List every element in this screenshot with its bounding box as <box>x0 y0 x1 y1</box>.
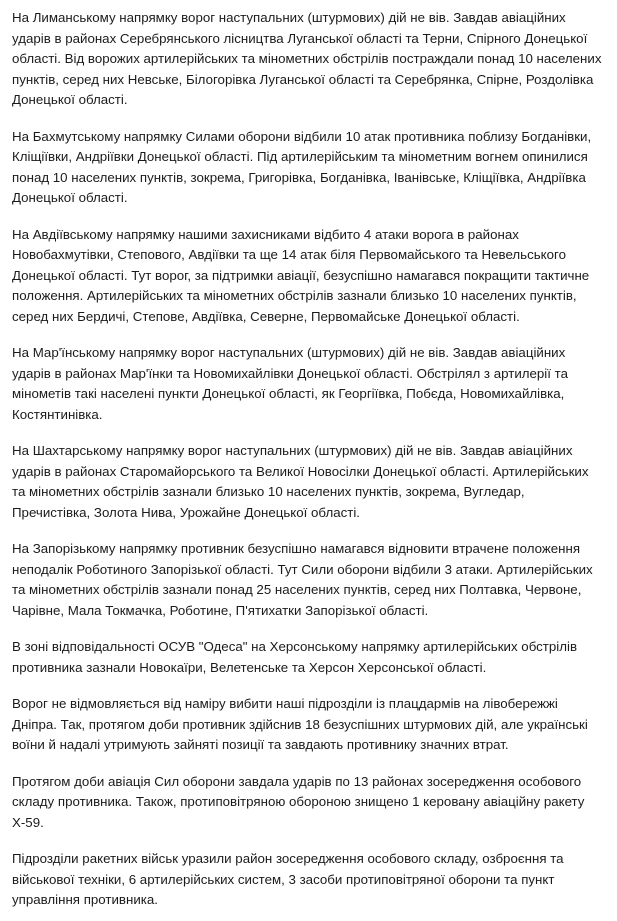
paragraph: Підрозділи ракетних військ уразили район зосередження особового складу, озброєння та військової техніки, 6 артилерійських систем, 3 засоби протиповітряної оборони та пункт управління противника. <box>12 851 564 907</box>
paragraph: На Авдіївському напрямку нашими захисниками відбито 4 атаки ворога в районах Новобахмутівки, Степового, Авдіївки та ще 14 атак біля Первомайського та Невельського Донецької області. Тут ворог, за підтримки авіації, безуспішно намагався покращити тактичне положення. Артилерійських та мінометних обстрілів зазнали близько 10 населених пунктів, серед них Бердичі, Степове, Авдіївка, Северне, Первомайське Донецької області. <box>12 226 590 324</box>
paragraph: На Лиманському напрямку ворог наступальних (штурмових) дій не вів. Завдав авіаційних ударів в районах Серебрянського лісництва Луганської області та Терни, Спірного Донецької області. Від ворожих артилерійських та мінометних обстрілів постраждали понад 10 населених пунктів, серед них Невське, Білогорівка Луганської області та Серебрянка, Спірне, Роздолівка Донецької області. <box>12 10 602 107</box>
paragraph: Протягом доби авіація Сил оборони завдала ударів по 13 районах зосередження особового складу противника. Також, протиповітряною обороною знищено 1 керовану авіаційну ракету Х-59. <box>12 773 585 830</box>
paragraph: На Мар'їнському напрямку ворог наступальних (штурмових) дій не вів. Завдав авіаційних ударів в районах Мар'їнки та Новомихайлівки Донецької області. Обстрілял з артилерії та мінометів такі населені пункти Донецької області, як Георгіївка, Побєда, Новомихайлівка, Костянтинівка. <box>12 345 568 422</box>
paragraph: В зоні відповідальності ОСУВ "Одеса" на Херсонському напрямку артилерійських обстрілів противника зазнали Новокаїри, Велетенське та Херсон Херсонської області. <box>12 639 578 675</box>
paragraph: На Бахмутському напрямку Силами оборони відбили 10 атак противника поблизу Богданівки, Кліщіївки, Андріївки Донецької області. Під артилерійським та мінометним вогнем опинилися понад 10 населених пунктів, зокрема, Григорівка, Богданівка, Іванівське, Кліщіївка, Андріївка Донецької області. <box>12 128 592 205</box>
paragraph: Ворог не відмовляється від наміру вибити наші підрозділи із плацдармів на лівобережжі Дніпра. Так, протягом доби противник здійснив 18 безуспішних штурмових дій, але українські воїни й надалі утримують зайняті позиції та завдають противнику значних втрат. <box>12 696 588 752</box>
paragraph: На Шахтарському напрямку ворог наступальних (штурмових) дій не вів. Завдав авіаційних ударів в районах Старомайорського та Великої Новосілки Донецької області. Артилерійських та мінометних обстрілів зазнали близько 10 населених пунктів, зокрема, Вугледар, Пречистівка, Золота Нива, Урожайне Донецької області. <box>12 443 589 520</box>
paragraph: На Запорізькому напрямку противник безуспішно намагався відновити втрачене положення неподалік Роботиного Запорізької області. Тут Сили оборони відбили 3 атаки. Артилерійських та мінометних обстрілів зазнали понад 25 населених пунктів, серед них Полтавка, Червоне, Чарівне, Мала Токмачка, Роботине, П'ятихатки Запорізької області. <box>12 541 593 618</box>
